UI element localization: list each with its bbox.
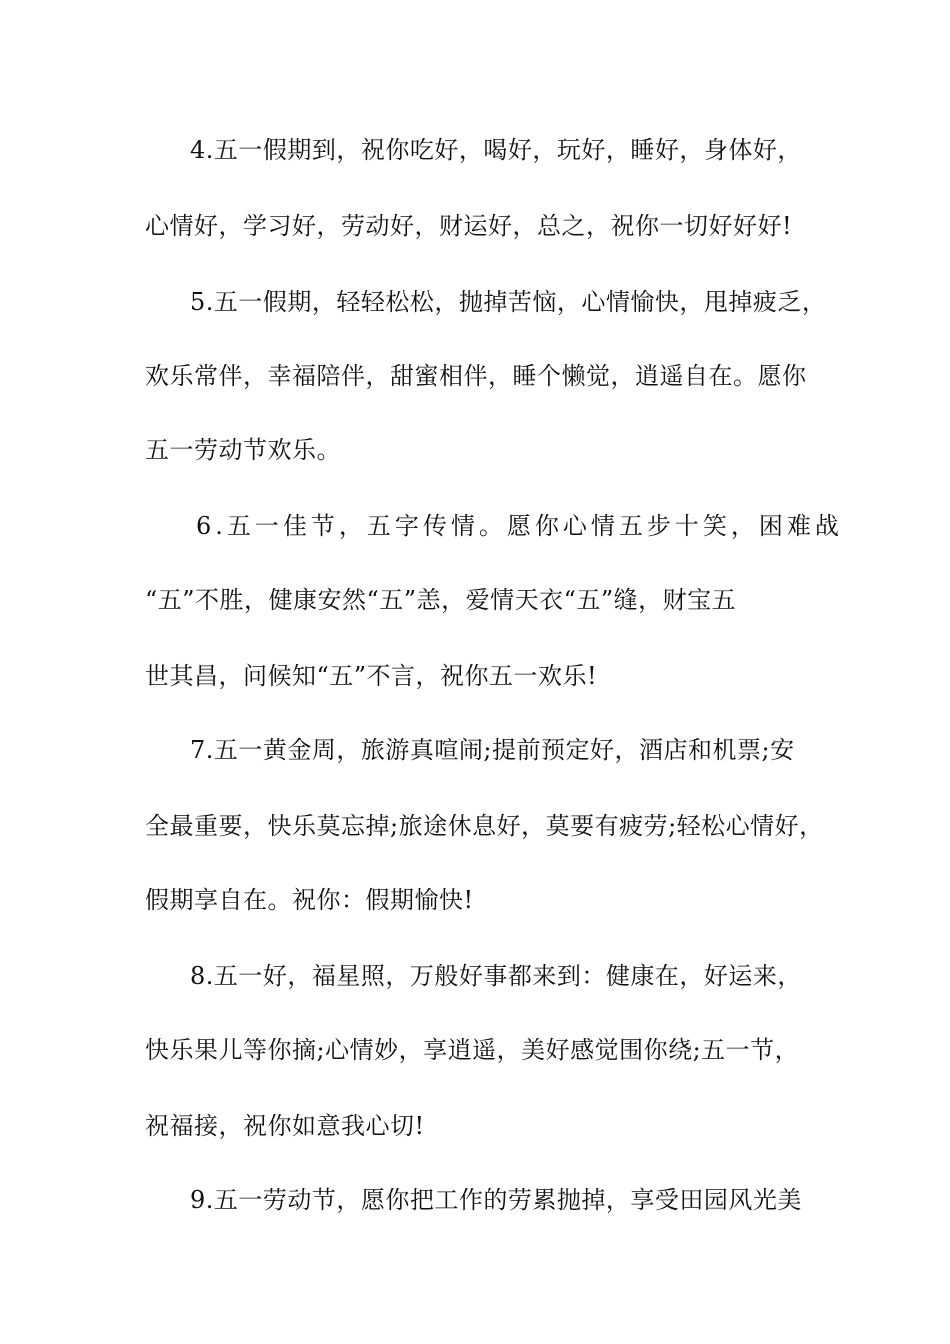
paragraph-7-line-3: 假期享自在。祝你：假期愉快! — [145, 886, 474, 914]
paragraph-6-line-2: “五”不胜，健康安然“五”恙，爱情天衣“五”缝，财宝五 — [145, 586, 737, 614]
paragraph-6-line-3: 世其昌，问候知“五”不言，祝你五一欢乐! — [145, 662, 598, 690]
paragraph-5-line-2: 欢乐常伴，幸福陪伴，甜蜜相伴，睡个懒觉，逍遥自在。愿你 — [145, 362, 807, 390]
paragraph-7-line-2: 全最重要，快乐莫忘掉;旅途休息好，莫要有疲劳;轻松心情好， — [145, 812, 824, 840]
paragraph-4-line-2: 心情好，学习好，劳动好，财运好，总之，祝你一切好好好! — [145, 212, 793, 240]
paragraph-8-line-3: 祝福接，祝你如意我心切! — [145, 1112, 425, 1140]
paragraph-8-line-2: 快乐果儿等你摘;心情妙，享逍遥，美好感觉围你绕;五一节， — [145, 1036, 800, 1064]
paragraph-5-line-1: 5.五一假期，轻轻松松，抛掉苦恼，心情愉快，甩掉疲乏， — [190, 288, 827, 316]
paragraph-4-line-1: 4.五一假期到，祝你吃好，喝好，玩好，睡好，身体好， — [190, 136, 802, 164]
paragraph-5-line-3: 五一劳动节欢乐。 — [145, 436, 341, 464]
paragraph-7-line-1: 7.五一黄金周，旅游真喧闹;提前预定好，酒店和机票;安 — [190, 736, 795, 764]
paragraph-9-line-1: 9.五一劳动节，愿你把工作的劳累抛掉，享受田园风光美 — [190, 1186, 802, 1214]
paragraph-6-line-1: 6.五一佳节，五字传情。愿你心情五步十笑，困难战 — [196, 512, 843, 540]
paragraph-8-line-1: 8.五一好，福星照，万般好事都来到：健康在，好运来， — [190, 962, 802, 990]
